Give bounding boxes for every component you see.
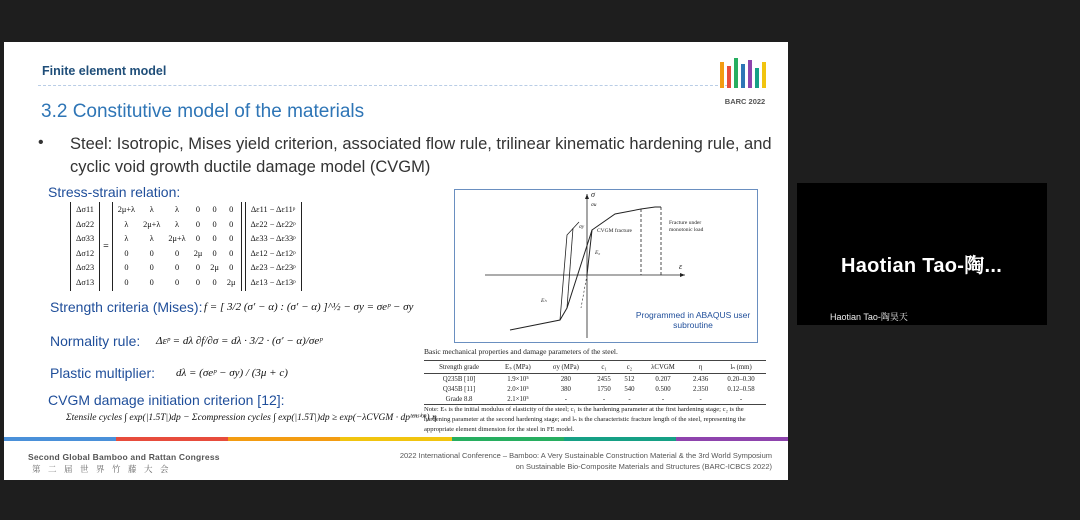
strain-increment-entry: Δε22 − Δε22ᵖ xyxy=(250,219,296,229)
table-row xyxy=(424,384,766,394)
stiffness-entry: 0 xyxy=(212,219,217,229)
stiffness-entry: 0 xyxy=(195,277,201,287)
logo-text: BARC 2022 xyxy=(724,97,766,106)
stress-increment-entry: Δσ23 xyxy=(76,263,95,272)
table-header-cell: Strength grade xyxy=(424,361,494,374)
eh-label: Eₕ xyxy=(541,298,547,304)
cvgm-label: CVGM damage initiation criterion [12]: xyxy=(48,392,285,408)
table-header-row xyxy=(424,361,766,374)
color-bar-segment xyxy=(228,437,340,441)
footer-conference xyxy=(344,450,772,472)
stiffness-entry: λ xyxy=(149,234,154,243)
bullet-text: Steel: Isotropic, Mises yield criterion, associated flow rule, trilinear kinematic hardening rule, and cyclic void growth ductile damage model (CVGM) xyxy=(70,135,772,176)
sigma-u-label: σu xyxy=(591,202,597,208)
table-cell: 2.1×10⁵ xyxy=(494,394,542,405)
color-bar-segment xyxy=(4,437,116,441)
table-cell: 512 xyxy=(624,375,635,383)
table-cell: - xyxy=(641,394,685,405)
stiffness-entry: 0 xyxy=(195,219,201,229)
stress-increment-entry: Δσ12 xyxy=(76,248,95,258)
multiplier-label: Plastic multiplier: xyxy=(50,365,156,381)
stress-strain-label: Stress-strain relation: xyxy=(48,184,181,200)
table-header-cell: lₙ (mm) xyxy=(716,361,766,374)
monotonic-curve xyxy=(587,207,661,275)
normality-formula: Δεᵖ = dλ ∂f/∂σ = dλ · 3/2 · (σ′ − α)/σeᵖ xyxy=(156,335,323,347)
equals-sign: = xyxy=(103,241,109,252)
stiffness-entry: 0 xyxy=(212,277,217,287)
shared-slide xyxy=(4,42,788,480)
stiffness-entry: 0 xyxy=(124,277,129,287)
table-cell: 1.9×10⁵ xyxy=(507,375,529,383)
stress-vector xyxy=(70,202,100,291)
color-bar-segment xyxy=(676,437,788,441)
strength-label: Strength criteria (Mises): xyxy=(50,299,203,315)
stiffness-entry: 0 xyxy=(149,263,154,272)
table-cell: 1750 xyxy=(597,385,611,393)
table-note: Note: Eₛ is the initial modulus of elasticity of the steel; c₁ is the hardening parameter at the first hardening stage; c₂ is the hardening parameter at the second hardening stage; and lₙ is the characteristic fracture length of the steel, representing the appropriate element dimension for the steel in FE model. xyxy=(424,406,746,433)
stiffness-entry: 0 xyxy=(229,205,234,214)
strength-formula: f = [ 3/2 (σ′ − α) : (σ′ − α) ]^½ − σy = σeᵖ − σy xyxy=(204,301,414,313)
section-divider xyxy=(38,85,728,86)
stiffness-entry: 0 xyxy=(149,277,154,287)
stress-increment-entry: Δσ33 xyxy=(76,234,95,243)
strain-increment-entry: Δε13 − Δε13ᵖ xyxy=(250,277,296,287)
e0-label: E₀ xyxy=(595,250,601,256)
stiffness-entry: 0 xyxy=(124,248,129,258)
table-header-cell: c₂ xyxy=(618,361,641,374)
hysteresis-figure xyxy=(454,189,758,343)
strain-increment-entry: Δε33 − Δε33ᵖ xyxy=(250,234,296,243)
participant-display-name: Haotian Tao-陶... xyxy=(841,255,1003,277)
table-cell: 280 xyxy=(560,375,571,383)
participant-name-tag: Haotian Tao-陶昊天 xyxy=(827,309,911,324)
stiffness-entry: 0 xyxy=(195,205,201,214)
table-cell: - xyxy=(590,394,618,405)
table-row xyxy=(424,394,766,405)
strain-increment-entry: Δε11 − Δε11ᵖ xyxy=(250,205,296,214)
table-cell: 2.0×10⁵ xyxy=(507,385,529,393)
stiffness-entry: 0 xyxy=(174,248,180,258)
stiffness-entry: 2μ xyxy=(193,248,203,258)
stiffness-entry: 0 xyxy=(195,263,201,272)
stiffness-entry: λ xyxy=(149,205,154,214)
table-cell: Q345B [11] xyxy=(442,385,476,393)
cvgm-formula: Σtensile cycles ∫ exp(|1.5T|)dp − Σcompression cycles ∫ exp(|1.5T|)dp ≥ exp(−λCVGM · dpᵗᵉⁿˢⁱᵒⁿ) η xyxy=(66,413,437,423)
table-cell: 0.20–0.30 xyxy=(727,375,755,383)
table-header-cell: λCVGM xyxy=(641,361,685,374)
table-cell: - xyxy=(685,394,716,405)
stiffness-entry: 0 xyxy=(212,234,217,243)
footer-conference-line2: on Sustainable Bio-Composite Materials and Structures (BARC-ICBCS 2022) xyxy=(515,462,772,471)
stress-increment-entry: Δσ22 xyxy=(76,219,95,229)
stress-strain-equation xyxy=(70,202,302,291)
stiffness-entry: 2μ+λ xyxy=(168,234,186,243)
table-cell: 540 xyxy=(624,385,635,393)
table-header-cell: Eₛ (MPa) xyxy=(494,361,542,374)
table-cell: 0.500 xyxy=(655,385,671,393)
fracture-monotonic-label: Fracture under monotonic load xyxy=(669,220,704,233)
stress-increment-entry: Δσ11 xyxy=(76,205,94,214)
color-bar-segment xyxy=(564,437,676,441)
table-cell: 0.207 xyxy=(655,375,671,383)
footer-conference-line1: 2022 International Conference – Bamboo: A Very Sustainable Construction Material & the 3rd World Symposium xyxy=(399,451,772,460)
table-cell: 2455 xyxy=(597,375,611,383)
stiffness-matrix xyxy=(112,202,242,291)
stiffness-entry: 0 xyxy=(174,263,180,272)
stiffness-entry: 0 xyxy=(229,234,234,243)
footer-congress-name-cn: 第二届世界竹藤大会 xyxy=(32,464,177,474)
normality-label: Normality rule: xyxy=(50,333,141,349)
stiffness-entry: 0 xyxy=(212,248,217,258)
strain-vector xyxy=(245,202,302,291)
stiffness-entry: 0 xyxy=(149,248,154,258)
table-cell: 2.436 xyxy=(692,375,709,383)
table-header-cell: η xyxy=(685,361,716,374)
stiffness-entry: λ xyxy=(175,205,180,214)
participant-video-tile[interactable] xyxy=(797,183,1047,325)
table-cell: 380 xyxy=(560,385,571,393)
table-header-cell: c₁ xyxy=(590,361,618,374)
stiffness-entry: 0 xyxy=(195,234,201,243)
strain-increment-entry: Δε12 − Δε12ᵖ xyxy=(250,248,296,258)
stiffness-entry: 0 xyxy=(174,277,180,287)
footer-congress-name: Second Global Bamboo and Rattan Congress xyxy=(28,452,220,462)
multiplier-formula: dλ = (σeᵖ − σy) / (3μ + c) xyxy=(176,367,288,379)
stiffness-entry: λ xyxy=(175,219,180,229)
sigma-y-label: σy xyxy=(579,224,585,230)
color-bar-segment xyxy=(340,437,452,441)
table-cell: - xyxy=(716,394,766,405)
properties-table xyxy=(424,360,766,405)
table-cell: Q235B [10] xyxy=(442,375,476,383)
footer-color-bar xyxy=(4,437,788,441)
stiffness-entry: 0 xyxy=(229,248,234,258)
stiffness-entry: 2μ xyxy=(226,277,236,287)
stiffness-entry: 0 xyxy=(124,263,129,272)
stiffness-entry: 0 xyxy=(212,205,217,214)
table-header-cell: σy (MPa) xyxy=(542,361,590,374)
figure-caption: Programmed in ABAQUS user subroutine xyxy=(635,310,751,330)
bullet-dot: • xyxy=(38,134,44,151)
stiffness-entry: 0 xyxy=(229,263,234,272)
stiffness-entry: 2μ xyxy=(210,263,219,272)
stiffness-entry: λ xyxy=(124,234,129,243)
color-bar-segment xyxy=(116,437,228,441)
stiffness-entry: λ xyxy=(124,219,129,229)
stiffness-entry: 2μ+λ xyxy=(117,205,136,214)
section-label: Finite element model xyxy=(42,64,167,78)
stiffness-entry: 2μ+λ xyxy=(143,219,161,229)
slide-heading: 3.2 Constitutive model of the materials xyxy=(41,101,365,122)
table-row xyxy=(424,374,766,385)
stiffness-entry: 0 xyxy=(229,219,234,229)
table-cell: - xyxy=(618,394,641,405)
sigma-axis-label: σ xyxy=(591,190,595,199)
table-caption: Basic mechanical properties and damage parameters of the steel. xyxy=(424,347,618,356)
epsilon-axis-label: ε xyxy=(679,262,683,271)
reverse-curve xyxy=(510,230,592,330)
table-cell: 2.350 xyxy=(692,385,709,393)
color-bar-segment xyxy=(452,437,564,441)
bamboo-logo-icon xyxy=(716,56,774,92)
table-cell: - xyxy=(542,394,590,405)
barc-logo xyxy=(716,56,774,104)
table-cell: 0.12–0.58 xyxy=(727,385,755,393)
strain-increment-entry: Δε23 − Δε23ᵖ xyxy=(250,263,296,272)
table-cell: Grade 8.8 xyxy=(424,394,494,405)
cvgm-fracture-label: CVGM fracture xyxy=(597,228,632,234)
stress-increment-entry: Δσ13 xyxy=(76,277,95,287)
